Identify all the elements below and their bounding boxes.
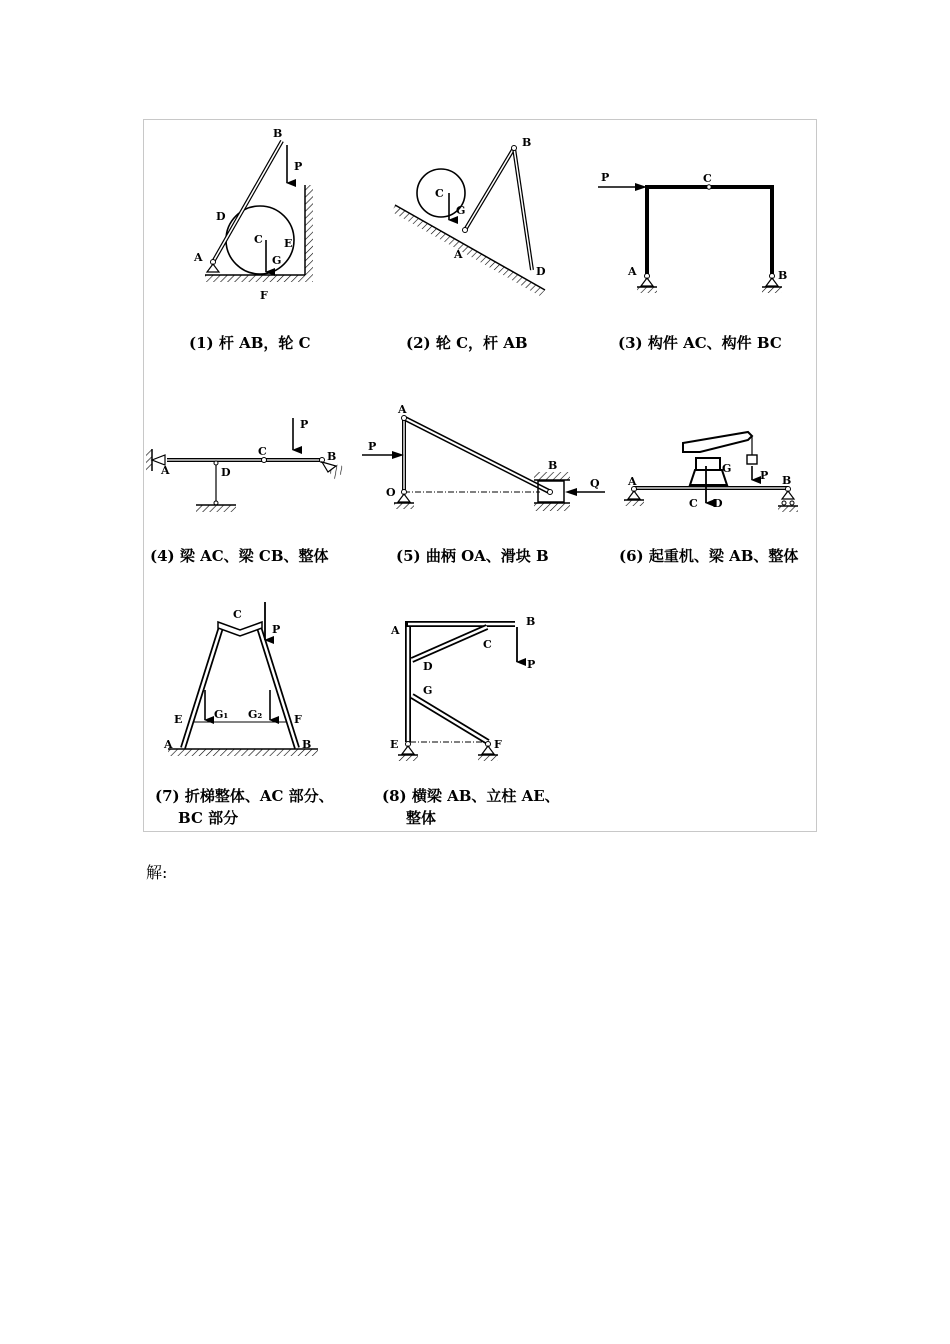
fig6-label-g: G bbox=[722, 462, 732, 475]
fig1-label-b: B bbox=[273, 127, 283, 140]
fig3-frame bbox=[647, 187, 772, 275]
fig3-label-p: P bbox=[601, 171, 610, 184]
fig8-label-g: G bbox=[423, 684, 433, 697]
fig7-label-b: B bbox=[302, 738, 312, 751]
fig1-label-c: C bbox=[254, 233, 263, 246]
fig8-label-d: D bbox=[423, 660, 433, 673]
fig6-crane-boom bbox=[683, 432, 752, 452]
fig7-label-p: P bbox=[272, 623, 281, 636]
figure-7 bbox=[163, 602, 318, 756]
fig2-label-a: A bbox=[454, 248, 463, 261]
fig4-label-c: C bbox=[258, 445, 267, 458]
figure-5 bbox=[362, 403, 605, 511]
fig8-label-b: B bbox=[526, 615, 536, 628]
fig1-ground bbox=[205, 275, 305, 282]
figure-1 bbox=[193, 127, 313, 302]
fig4-label-d: D bbox=[221, 466, 231, 479]
fig1-label-e: E bbox=[284, 237, 293, 250]
fig1-label-g: G bbox=[272, 254, 282, 267]
caption-fig-5: (5) 曲柄 OA、滑块 B bbox=[396, 547, 549, 565]
fig8-label-e: E bbox=[390, 738, 399, 751]
fig1-label-d: D bbox=[216, 210, 226, 223]
caption-fig-6: (6) 起重机、梁 AB、整体 bbox=[619, 547, 799, 565]
fig5-label-a: A bbox=[398, 403, 407, 416]
fig6-label-p: P bbox=[760, 469, 769, 482]
fig5-label-o: O bbox=[386, 486, 396, 499]
figure-2 bbox=[392, 136, 546, 296]
fig6-label-d: D bbox=[713, 497, 723, 510]
fig7-label-g2: G₂ bbox=[248, 708, 263, 721]
caption-fig-7-line-2: BC 部分 bbox=[178, 809, 239, 827]
caption-fig-8-line-1: (8) 横梁 AB、立柱 AE、 bbox=[382, 787, 560, 805]
fig1-label-f: F bbox=[260, 289, 268, 302]
caption-fig-4: (4) 梁 AC、梁 CB、整体 bbox=[150, 547, 329, 565]
fig7-label-g1: G₁ bbox=[214, 708, 229, 721]
fig8-label-a: A bbox=[391, 624, 400, 637]
fig5-label-p: P bbox=[368, 440, 377, 453]
fig1-label-a: A bbox=[194, 251, 203, 264]
figure-8 bbox=[390, 615, 535, 761]
caption-fig-1: (1) 杆 AB，轮 C bbox=[189, 334, 311, 352]
caption-fig-2: (2) 轮 C，杆 AB bbox=[406, 334, 528, 352]
fig8-label-f: F bbox=[494, 738, 502, 751]
fig6-label-a: A bbox=[628, 475, 637, 488]
figure-3 bbox=[598, 171, 787, 293]
fig2-label-b: B bbox=[522, 136, 532, 149]
caption-fig-3: (3) 构件 AC、构件 BC bbox=[618, 334, 782, 352]
figure-6 bbox=[624, 432, 798, 512]
fig7-label-e: E bbox=[174, 713, 183, 726]
fig1-label-p: P bbox=[294, 160, 303, 173]
fig4-label-b: B bbox=[327, 450, 337, 463]
fig5-label-b: B bbox=[548, 459, 558, 472]
fig5-label-q: Q bbox=[590, 477, 600, 490]
fig2-label-c: C bbox=[435, 187, 444, 200]
fig4-label-p: P bbox=[300, 418, 309, 431]
fig3-label-c: C bbox=[703, 172, 712, 185]
fig7-label-c: C bbox=[233, 608, 242, 621]
fig6-label-b: B bbox=[782, 474, 792, 487]
fig3-label-a: A bbox=[628, 265, 637, 278]
caption-fig-7-line-1: (7) 折梯整体、AC 部分、 bbox=[155, 787, 334, 805]
caption-fig-8-line-2: 整体 bbox=[406, 809, 437, 827]
fig8-label-p: P bbox=[527, 658, 536, 671]
fig3-label-b: B bbox=[778, 269, 788, 282]
fig6-label-c: C bbox=[689, 497, 698, 510]
fig2-label-d: D bbox=[536, 265, 546, 278]
figure-4 bbox=[146, 418, 346, 512]
solution-label: 解: bbox=[146, 863, 168, 882]
fig7-label-a: A bbox=[164, 738, 173, 751]
fig1-wall bbox=[305, 185, 313, 282]
fig7-label-f: F bbox=[294, 713, 302, 726]
fig2-label-g: G bbox=[456, 204, 466, 217]
fig4-label-a: A bbox=[161, 464, 170, 477]
fig8-label-c: C bbox=[483, 638, 492, 651]
